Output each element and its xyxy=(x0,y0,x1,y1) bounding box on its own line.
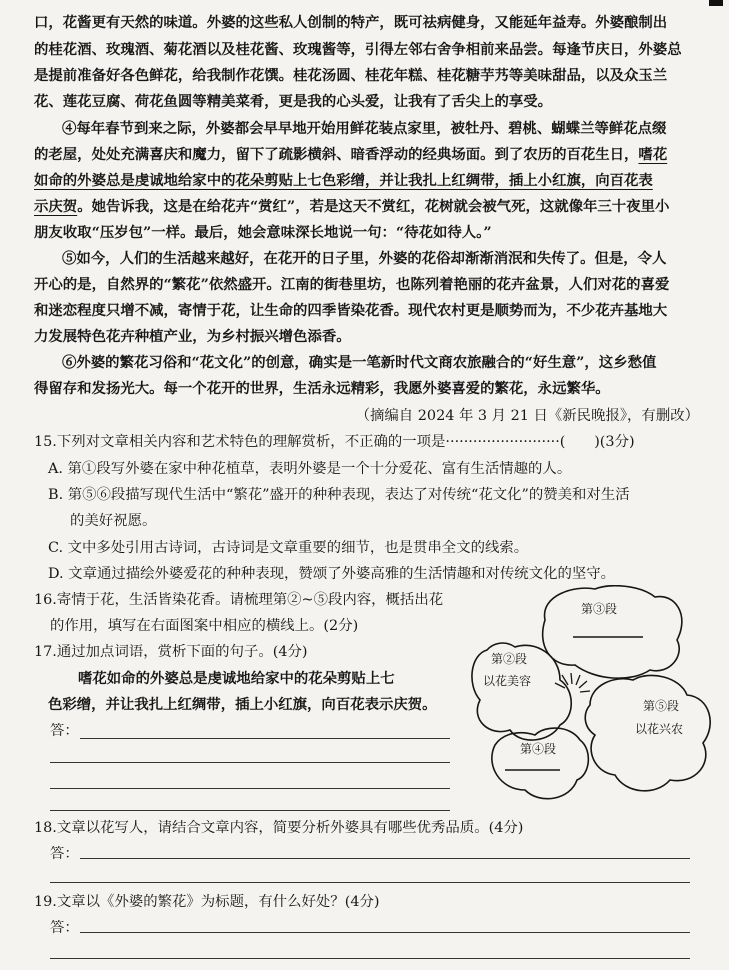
passage-line: ⑥外婆的繁花习俗和“花文化”的创意，确实是一笔新时代文商农旅融合的“好生意”，这乡愁值 xyxy=(62,354,657,371)
question-19-stem: 19.文章以《外婆的繁花》为标题，有什么好处？(4分) xyxy=(34,894,380,910)
q17-quote: 色彩缯，并让我扎上红绸带，插上小红旗，向百花表示庆贺。 xyxy=(48,696,437,713)
petal-bottom-left-label: 第④段 xyxy=(520,742,557,756)
question-18-stem: 18.文章以花写人，请结合文章内容，简要分析外婆具有哪些优秀品质。(4分) xyxy=(34,820,524,836)
petal-top xyxy=(543,586,682,678)
question-17-stem: 17.通过加点词语，赏析下面的句子。(4分) xyxy=(34,644,308,660)
answer-label: 答： xyxy=(50,723,79,739)
passage-line xyxy=(34,142,709,168)
q15-option-d: D. 文章通过描绘外婆爱花的种种表现，赞颂了外婆高雅的生活情趣和对传统文化的坚守。 xyxy=(48,566,616,582)
question-16-stem: 16.寄情于花，生活皆染花香。请梳理第②~⑤段内容，概括出花 xyxy=(34,592,444,608)
passage-line: 开心的是，自然界的“繁花”依然盛开。江南的街巷里坊，也陈列着艳丽的花卉盆景，人们对花的喜爱 xyxy=(34,276,670,293)
petal-left-label: 第②段 xyxy=(491,652,528,666)
q15-option-c: C. 文中多处引用古诗词，古诗词是文章重要的细节，也是贯串全文的线索。 xyxy=(48,540,529,556)
underlined-sentence: 嗜花 xyxy=(638,146,668,163)
answer-line[interactable] xyxy=(50,958,690,959)
q15-option-b-cont: 的美好祝愿。 xyxy=(70,513,157,529)
passage-line xyxy=(34,194,709,220)
question-16-stem-cont: 的作用，填写在右面图案中相应的横线上。(2分) xyxy=(50,618,359,634)
answer-line[interactable] xyxy=(50,882,690,883)
answer-line[interactable] xyxy=(50,788,450,789)
passage-line: 和迷恋程度只增不减，寄情于花，让生命的四季皆染花香。现代农村更是顺势而为，不少花卉基地大 xyxy=(34,302,668,319)
question-15-stem: 15.下列对文章相关内容和艺术特色的理解赏析，不正确的一项是·························( )(3分) xyxy=(34,434,635,450)
passage-text: 。她告诉我，这是在给花卉“赏红”，若是这天不赏红，花树就会被气死，这就像年三十夜里小 xyxy=(77,198,670,215)
petal-top-label: 第③段 xyxy=(581,602,618,616)
passage-line: 得留存和发扬光大。每一个花开的世界，生活永远精彩，我愿外婆喜爱的繁花，永远繁华。 xyxy=(34,380,610,397)
answer-label: 答： xyxy=(50,920,79,936)
passage-line: ⑤如今，人们的生活越来越好，在花开的日子里，外婆的花俗却渐渐消泯和失传了。但是，令人 xyxy=(62,250,667,267)
underlined-sentence: 示庆贺 xyxy=(34,198,78,215)
flower-diagram xyxy=(465,585,720,810)
q15-option-b: B. 第⑤⑥段描写现代生活中“繁花”盛开的种种表现，表达了对传统“花文化”的赞美和对生活 xyxy=(48,487,630,503)
answer-label: 答： xyxy=(50,846,79,862)
passage-line: ④每年春节到来之际，外婆都会早早地开始用鲜花装点家里，被牡丹、碧桃、蝴蝶兰等鲜花点缀 xyxy=(62,120,667,137)
passage-text: 的老屋，处处充满喜庆和魔力，留下了疏影横斜、暗香浮动的经典场面。到了农历的百花生日， xyxy=(34,146,639,163)
q15-option-a: A. 第①段写外婆在家中种花植草，表明外婆是一个十分爱花、富有生活情趣的人。 xyxy=(48,461,572,477)
passage-line: 的桂花酒、玫瑰酒、菊花酒以及桂花酱、玫瑰酱等，引得左邻右舍争相前来品尝。每逢节庆日，外婆总 xyxy=(34,41,682,58)
petal-right-text: 以花兴农 xyxy=(635,722,684,736)
source-citation: （摘编自 2024 年 3 月 21 日《新民晚报》，有删改） xyxy=(355,408,699,424)
answer-line[interactable] xyxy=(80,858,690,859)
corner-mark xyxy=(709,0,723,6)
petal-right-label: 第⑤段 xyxy=(643,699,680,713)
answer-line[interactable] xyxy=(80,932,690,933)
passage-line: 花、莲花豆腐、荷花鱼圆等精美菜肴，更是我的心头爱，让我有了舌尖上的享受。 xyxy=(34,93,553,110)
petal-left-text: 以花美容 xyxy=(483,674,532,688)
passage-line: 力发展特色花卉种植产业，为乡村振兴增色添香。 xyxy=(34,328,351,345)
passage-line: 口，花酱更有天然的味道。外婆的这些私人创制的特产，既可祛病健身，又能延年益寿。外婆酿制出 xyxy=(34,14,668,31)
passage-line: 朋友收取“压岁包”一样。最后，她会意味深长地说一句：“待花如待人。” xyxy=(34,224,492,241)
q17-quote: 嗜花如命的外婆总是虔诚地给家中的花朵剪贴上七 xyxy=(78,670,395,687)
passage-line: 是提前准备好各色鲜花，给我制作花馔。桂花汤圆、桂花年糕、桂花糖芋艿等美味甜品，以及众玉兰 xyxy=(34,67,668,84)
answer-line[interactable] xyxy=(50,810,450,811)
answer-line[interactable] xyxy=(80,738,450,739)
answer-line[interactable] xyxy=(50,762,450,763)
underlined-sentence: 如命的外婆总是虔诚地给家中的花朵剪贴上七色彩缯，并让我扎上红绸带，插上小红旗，向百花表 xyxy=(34,172,653,189)
